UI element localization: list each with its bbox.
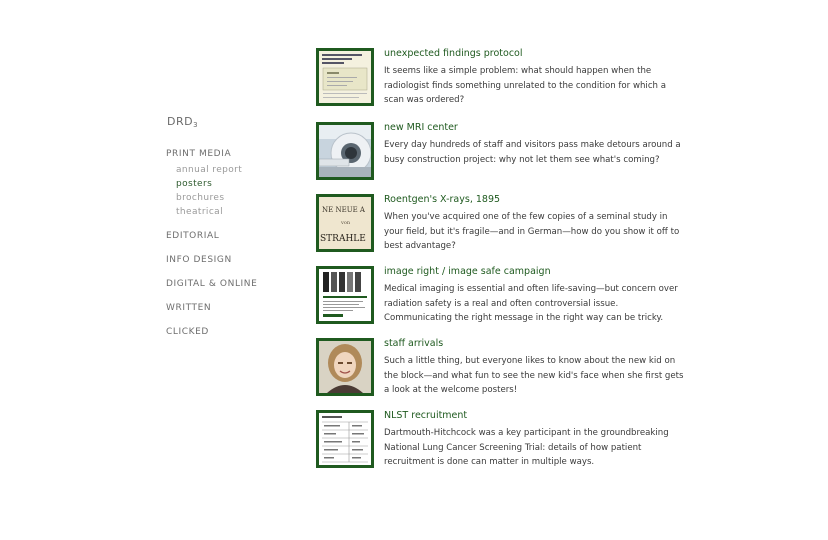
nav-sub-brochures[interactable]: brochures — [176, 193, 225, 203]
entry-description: Medical imaging is essential and often life-saving—but concern over radiation safety is a real and often controversial issue. Communicating the right message in the right way can be tricky. — [384, 284, 678, 323]
thumbnail-roentgen[interactable] — [316, 194, 374, 252]
document-thumbnail-icon — [319, 51, 371, 103]
nav-editorial[interactable]: EDITORIAL — [166, 231, 220, 241]
print-word: von — [341, 220, 351, 226]
entry-description: Dartmouth-Hitchcock was a key participant in the groundbreaking National Lung Cancer Screening Trial: details of how patient recruitment is done can matter in multiple ways. — [384, 428, 669, 467]
entry-title[interactable]: Roentgen's X-rays, 1895 — [384, 194, 501, 205]
thumbnail-image-right[interactable] — [316, 266, 374, 324]
mri-scanner-icon — [319, 125, 371, 177]
logo-text: DRD — [167, 115, 194, 128]
thumbnail-staff-arrivals[interactable] — [316, 338, 374, 396]
entry-nlst-recruitment — [316, 410, 686, 476]
nav-digital-online[interactable]: DIGITAL & ONLINE — [166, 279, 258, 289]
thumbnail-nlst[interactable] — [316, 410, 374, 468]
entry-roentgen-xrays — [316, 194, 686, 260]
nav-sub-theatrical[interactable]: theatrical — [176, 207, 223, 217]
entry-description: Every day hundreds of staff and visitors pass make detours around a busy construction project: why not let them see what's coming? — [384, 140, 681, 165]
print-title: STRAHLE — [320, 234, 366, 244]
portrait-photo-icon — [319, 341, 371, 393]
poster-thumbnail-icon — [319, 269, 371, 321]
old-print-icon — [319, 197, 371, 249]
logo-subscript: 3 — [193, 121, 199, 129]
entry-description: Such a little thing, but everyone likes to know about the new kid on the block—and what fun to see the new kid's face when she first gets a look at the welcome posters! — [384, 356, 684, 395]
nav-print-media[interactable]: PRINT MEDIA — [166, 149, 232, 159]
entry-title[interactable]: new MRI center — [384, 122, 458, 133]
nav-written[interactable]: WRITTEN — [166, 303, 212, 313]
thumbnail-unexpected-findings[interactable] — [316, 48, 374, 106]
nav-info-design[interactable]: INFO DESIGN — [166, 255, 232, 265]
nav-sub-posters[interactable]: posters — [176, 179, 213, 189]
entry-title[interactable]: staff arrivals — [384, 338, 444, 349]
entry-description: It seems like a simple problem: what should happen when the radiologist finds something unrelated to the condition for which a scan was ordered? — [384, 66, 666, 105]
site-logo[interactable] — [167, 115, 198, 129]
table-document-icon — [319, 413, 371, 465]
thumbnail-mri-center[interactable] — [316, 122, 374, 180]
entry-description: When you've acquired one of the few copies of a seminal study in your field, but it's fragile—and in German—how do you show it off to best advantage? — [384, 212, 680, 251]
entry-unexpected-findings — [316, 48, 686, 114]
entry-title[interactable]: unexpected findings protocol — [384, 48, 523, 59]
entry-staff-arrivals — [316, 338, 686, 404]
nav-sub-annual-report[interactable]: annual report — [176, 165, 243, 175]
entry-new-mri-center — [316, 122, 686, 188]
print-headline: NE NEUE A — [322, 206, 365, 214]
entry-title[interactable]: image right / image safe campaign — [384, 266, 551, 277]
entry-image-right-campaign — [316, 266, 686, 332]
nav-clicked[interactable]: CLICKED — [166, 327, 209, 337]
entry-title[interactable]: NLST recruitment — [384, 410, 468, 421]
